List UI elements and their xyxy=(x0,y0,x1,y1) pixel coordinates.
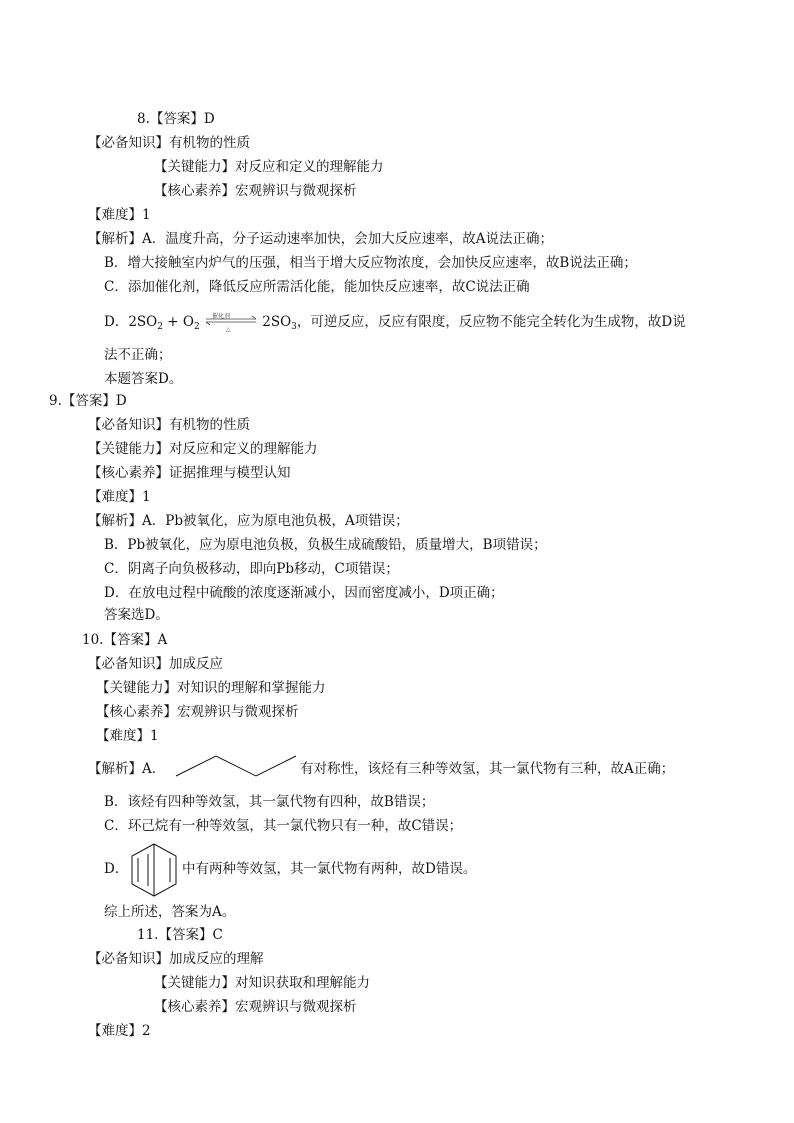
q8-d-product: 2SO xyxy=(262,314,292,330)
q10-conclusion: 综上所述，答案为A。 xyxy=(104,904,236,920)
zigzag-hydrocarbon-structure xyxy=(174,752,298,780)
q8-knowledge: 【必备知识】有机物的性质 xyxy=(88,135,250,151)
q8-ability: 【关键能力】对反应和定义的理解能力 xyxy=(154,159,384,175)
q8-d-sub2: 2 xyxy=(193,322,200,332)
q8-d-rest: ，可逆反应，反应有限度，反应物不能完全转化为生成物，故D说 xyxy=(296,314,686,330)
q8-d-sub1: 2 xyxy=(157,322,163,332)
q11-answer: 11.【答案】C xyxy=(137,927,223,943)
reversible-arrow xyxy=(204,312,258,333)
q8-analysis-b: B．增大接触室内炉气的压强，相当于增大反应物浓度，会加快反应速率，故B说法正确； xyxy=(104,255,637,271)
q10-analysis-a-rest: 有对称性，该烃有三种等效氢，其一氯代物有三种，故A正确； xyxy=(300,761,675,777)
q10-analysis-a-prefix: 【解析】A． xyxy=(88,761,166,777)
q8-conclusion: 本题答案D。 xyxy=(104,371,183,387)
q8-d-plus: + O xyxy=(162,314,194,330)
q8-answer: 8.【答案】D xyxy=(137,111,215,127)
q11-ability: 【关键能力】对知识获取和理解能力 xyxy=(154,975,370,991)
q10-knowledge: 【必备知识】加成反应 xyxy=(88,656,223,672)
q9-conclusion: 答案选D。 xyxy=(104,607,169,623)
q10-analysis-d-rest: 中有两种等效氢，其一氯代物有两种，故D错误。 xyxy=(182,861,477,877)
q10-analysis-c: C．环己烷有一种等效氢，其一氯代物只有一种，故C错误； xyxy=(104,818,463,834)
q8-analysis-a: 【解析】A．温度升高，分子运动速率加快，会加大反应速率，故A说法正确； xyxy=(88,231,553,247)
q8-analysis-d xyxy=(104,312,686,331)
q8-literacy: 【核心素养】宏观辨识与微观探析 xyxy=(154,183,357,199)
q9-ability: 【关键能力】对反应和定义的理解能力 xyxy=(88,441,318,457)
q11-literacy: 【核心素养】宏观辨识与微观探析 xyxy=(154,999,357,1015)
q8-d-prefix: D．2SO xyxy=(104,314,158,330)
q10-literacy: 【核心素养】宏观辨识与微观探析 xyxy=(96,704,299,720)
q9-literacy: 【核心素养】证据推理与模型认知 xyxy=(88,465,291,481)
q10-answer: 10.【答案】A xyxy=(82,632,168,648)
q10-difficulty: 【难度】1 xyxy=(96,728,159,744)
catalyst-label: 催化剂 xyxy=(211,313,230,320)
q8-difficulty: 【难度】1 xyxy=(88,207,151,223)
q11-knowledge: 【必备知识】加成反应的理解 xyxy=(88,951,264,967)
q8-analysis-c: C．添加催化剂，降低反应所需活化能，能加快反应速率，故C说法正确 xyxy=(104,279,530,295)
bicyclic-structure xyxy=(128,842,180,898)
q9-difficulty: 【难度】1 xyxy=(88,489,151,505)
heat-label: △ xyxy=(225,326,231,333)
q8-analysis-d-cont: 法不正确； xyxy=(104,347,172,363)
q10-analysis-b: B．该烃有四种等效氢，其一氯代物有四种，故B错误； xyxy=(104,794,435,810)
q11-difficulty: 【难度】2 xyxy=(88,1023,151,1039)
q10-ability: 【关键能力】对知识的理解和掌握能力 xyxy=(96,680,326,696)
q9-analysis-c: C．阴离子向负极移动，即向Pb移动，C项错误； xyxy=(104,561,399,577)
q8-d-sub3: 3 xyxy=(291,322,297,332)
q9-knowledge: 【必备知识】有机物的性质 xyxy=(88,417,250,433)
q9-answer: 9.【答案】D xyxy=(49,393,127,409)
q9-analysis-d: D．在放电过程中硫酸的浓度逐渐减小，因而密度减小，D项正确； xyxy=(104,585,504,601)
q9-analysis-a: 【解析】A．Pb被氧化，应为原电池负极，A项错误； xyxy=(88,513,409,529)
q9-analysis-b: B．Pb被氧化，应为原电池负极，负极生成硫酸铅，质量增大，B项错误； xyxy=(104,537,547,553)
q10-analysis-d-prefix: D． xyxy=(104,861,129,877)
